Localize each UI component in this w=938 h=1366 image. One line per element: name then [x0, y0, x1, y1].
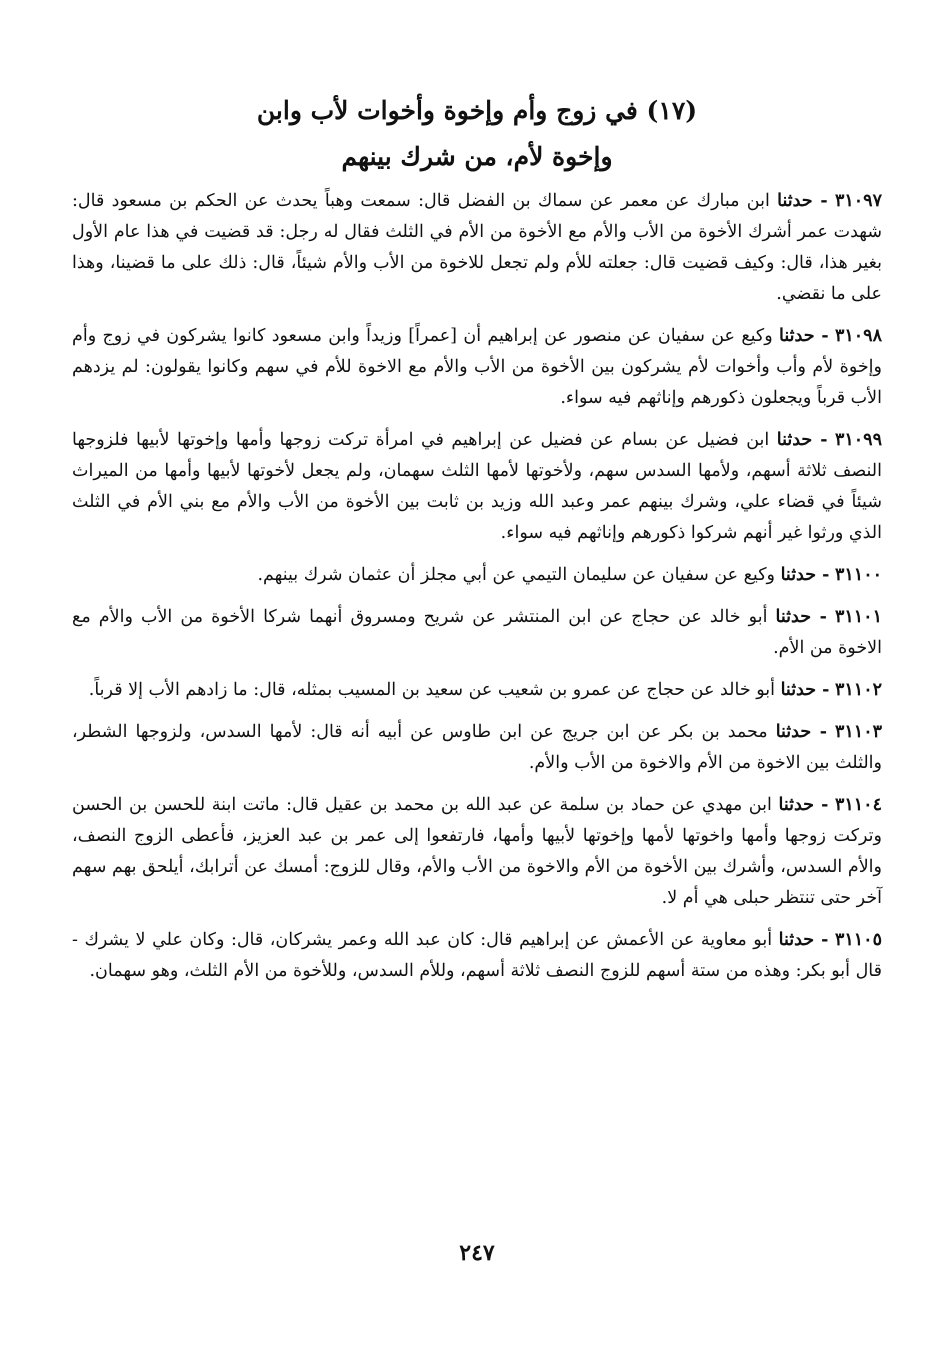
entry-number: ٣١١٠٣ [835, 722, 882, 742]
entry-lead: - حدثنا [776, 430, 828, 450]
entry-text: أبو خالد عن حجاج عن ابن المنتشر عن شريح ومسروق أنهما شركا الأخوة من الأب والأم مع الاخوة من الأم. [72, 607, 882, 658]
hadith-entry-31099 [72, 425, 882, 549]
entry-lead: - حدثنا [779, 326, 829, 346]
hadith-entry-31104 [72, 790, 882, 914]
entry-number: ٣١١٠٥ [834, 930, 882, 950]
document-page [72, 88, 882, 1318]
entry-lead: - حدثنا [778, 795, 829, 815]
entry-text: وكيع عن سفيان عن سليمان التيمي عن أبي مجلز أن عثمان شرك بينهم. [257, 565, 775, 585]
entry-lead: - حدثنا [775, 722, 827, 742]
entry-number: ٣١٠٩٧ [834, 191, 882, 211]
entry-lead: - حدثنا [777, 191, 828, 211]
entry-lead: - حدثنا [780, 680, 830, 700]
hadith-entry-31102 [72, 675, 882, 706]
entry-number: ٣١٠٩٩ [834, 430, 882, 450]
entry-text: محمد بن بكر عن ابن جريج عن ابن طاوس عن أبيه أنه قال: لأمها السدس، ولزوجها الشطر، والثلث بين الاخوة من الأم والاخوة من الأب والأم. [72, 722, 882, 773]
hadith-entry-31098 [72, 321, 882, 414]
entry-text: ابن مهدي عن حماد بن سلمة عن عبد الله بن محمد بن عقيل قال: ماتت ابنة للحسن بن الحسن وتركت زوجها وأمها واخوتها لأمها وإخوتها لأبيها وأمها، فارتفعوا إلى عمر بن عبد العزيز، فأعطى الزوج النصف، والأم السدس، وأشرك بين الأخوة من الأم والاخوة من الأب والأم، وقال للزوج: أمسك عن أترابك، أيلحق بهم سهم آخر حتى تنتظر حبلى هي أم لا. [72, 795, 882, 908]
entry-number: ٣١١٠٠ [835, 565, 882, 585]
entry-number: ٣١١٠١ [834, 607, 882, 627]
hadith-entry-31101 [72, 602, 882, 664]
entry-lead: - حدثنا [775, 607, 827, 627]
chapter-title-line-1: (١٧) في زوج وأم وإخوة وأخوات لأب وابن [256, 96, 698, 125]
hadith-entry-31100 [72, 560, 882, 591]
entry-lead: - حدثنا [778, 930, 829, 950]
entry-lead: - حدثنا [780, 565, 830, 585]
page-number: ٢٤٧ [459, 1240, 495, 1266]
entry-number: ٣١١٠٢ [835, 680, 882, 700]
entry-number: ٣١٠٩٨ [834, 326, 882, 346]
entry-text: ابن مبارك عن معمر عن سماك بن الفضل قال: سمعت وهباً يحدث عن الحكم بن مسعود قال: شهدت عمر أشرك الأخوة من الأب والأم مع الأخوة من الأم في الثلث فقال له رجل: قد قضيت في هذا عام الأول بغير هذا، قال: وكيف قضيت قال: جعلته للأم ولم تجعل للاخوة من الأب والأم شيئاً، قال: ذلك على ما قضينا، وهذا على ما نقضي. [72, 191, 882, 304]
entry-text: أبو معاوية عن الأعمش عن إبراهيم قال: كان عبد الله وعمر يشركان، قال: وكان علي لا يشرك - قال أبو بكر: وهذه من ستة أسهم للزوج النصف ثلاثة أسهم، وللأم السدس، وللأخوة من الأم الثلث، وهو سهمان. [72, 930, 882, 981]
hadith-entry-31105 [72, 925, 882, 987]
hadith-entry-31097 [72, 186, 882, 310]
entry-text: وكيع عن سفيان عن منصور عن إبراهيم أن [عمراً] وزيداً وابن مسعود كانوا يشركون في زوج وأم وإخوة لأم وأب وأخوات لأم يشركون بين الأخوة من الأب والأم مع الاخوة للأم في سهم وكانوا يقولون: لم يزدهم الأب قرباً ويجعلون ذكورهم وإناثهم فيه سواء. [72, 326, 882, 408]
hadith-entry-31103 [72, 717, 882, 779]
entry-text: أبو خالد عن حجاج عن عمرو بن شعيب عن سعيد بن المسيب بمثله، قال: ما زادهم الأب إلا قرباً. [88, 680, 775, 700]
entry-text: ابن فضيل عن بسام عن فضيل عن إبراهيم في امرأة تركت زوجها وأمها وإخوتها لأبيها فلزوجها النصف ثلاثة أسهم، ولأمها السدس سهم، ولأخوتها لأمها الثلث سهمان، ولم يجعل لأخوتها لأبيها وأمها من الميراث شيئاً في قضاء علي، وشرك بينهم عمر وعبد الله وزيد بن ثابت بين الأخوة من الأب والأم مع بني الأم في الثلث الذي ورثوا غير أنهم شركوا ذكورهم وإناثهم فيه سواء. [72, 430, 882, 543]
entry-number: ٣١١٠٤ [834, 795, 882, 815]
chapter-title-line-2: وإخوة لأم، من شرك بينهم [341, 142, 613, 171]
chapter-title [72, 88, 882, 180]
